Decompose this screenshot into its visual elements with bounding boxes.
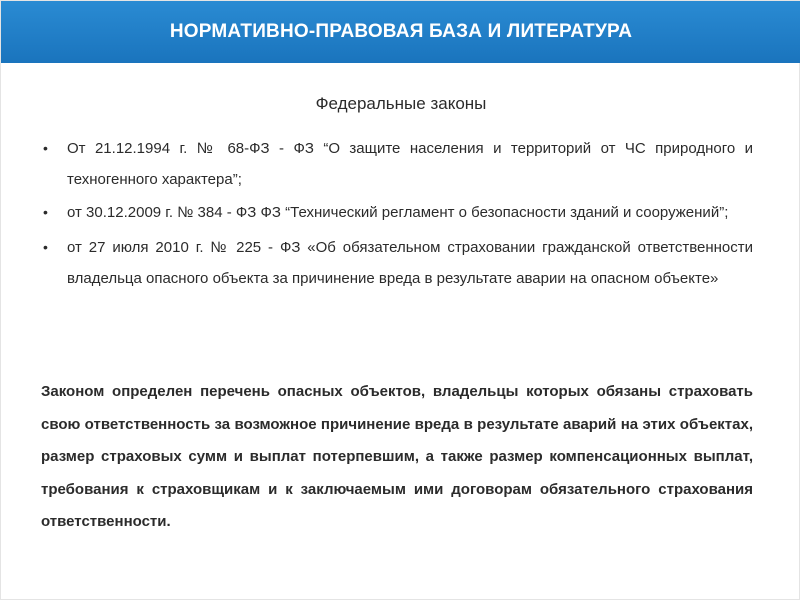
law-item bbox=[41, 197, 753, 228]
law-list bbox=[41, 133, 753, 296]
law-text: от 27 июля 2010 г. № 225 - ФЗ «Об обязательном страховании гражданской ответственности владельца опасного объекта за причинение вреда в результате аварии на опасном объекте» bbox=[67, 239, 753, 287]
law-text: От 21.12.1994 г. № 68-ФЗ - ФЗ “О защите населения и территорий от ЧС природного и техногенного характера”; bbox=[67, 140, 753, 188]
section-subtitle: Федеральные законы bbox=[315, 94, 487, 113]
bullet-icon: • bbox=[43, 204, 48, 220]
header-bar bbox=[1, 1, 800, 63]
bullet-icon: • bbox=[43, 239, 48, 255]
law-text: от 30.12.2009 г. № 384 - ФЗ ФЗ “Технический регламент о безопасности зданий и сооружений”; bbox=[67, 204, 729, 221]
bullet-icon: • bbox=[43, 140, 48, 156]
page-title: НОРМАТИВНО-ПРАВОВАЯ БАЗА И ЛИТЕРАТУРА bbox=[169, 21, 633, 42]
law-item bbox=[41, 232, 753, 294]
summary-paragraph: Законом определен перечень опасных объектов, владельцы которых обязаны страховать свою ответственность за возможное причинение вреда в результате аварий на этих объектах, размер страховых сумм и выплат потерпевшим, а также размер компенсационных выплат, требования к страховщикам и к заключаемым ими договорам обязательного страхования ответственности. bbox=[41, 383, 753, 530]
law-item bbox=[41, 133, 753, 195]
